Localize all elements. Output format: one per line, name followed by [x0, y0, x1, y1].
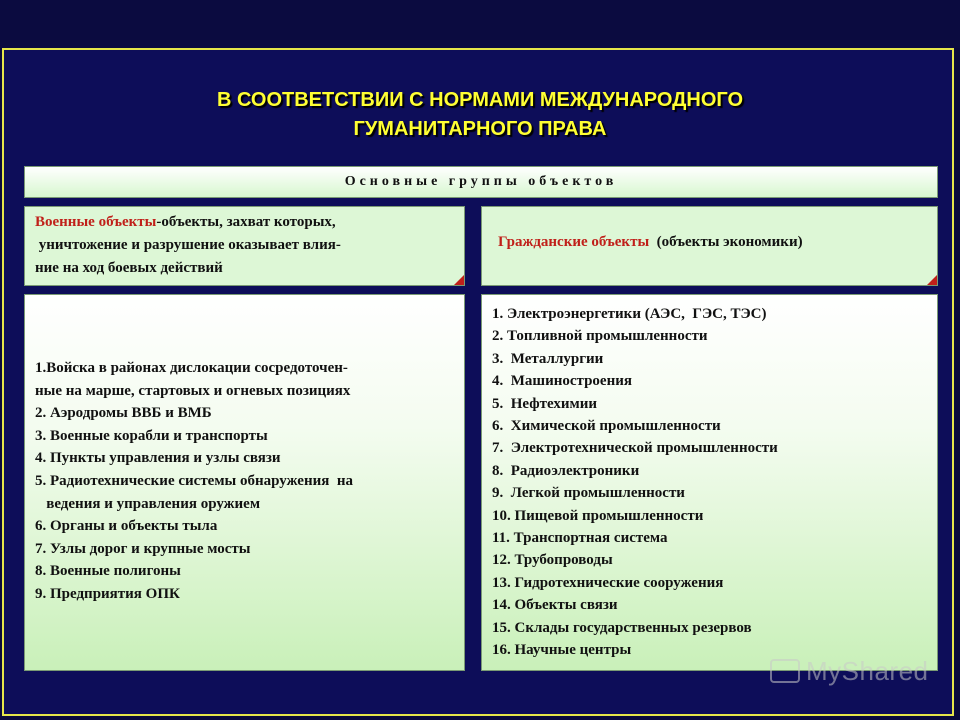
list-item: 9. Легкой промышленности — [492, 485, 685, 502]
title-line-2: ГУМАНИТАРНОГО ПРАВА — [353, 118, 607, 140]
list-item: 4. Пункты управления и узлы связи — [35, 450, 281, 467]
list-item: 1. Электроэнергетики (АЭС, ГЭС, ТЭС) — [492, 306, 767, 322]
military-term: Военные объекты — [35, 214, 157, 230]
page-fold-icon — [927, 275, 937, 285]
list-item: 5. Радиотехнические системы обнаружения на — [35, 472, 353, 489]
list-item: 6. Химической промышленности — [492, 418, 721, 435]
list-item: 3. Военные корабли и транспорты — [35, 427, 268, 444]
military-definition-box — [24, 206, 465, 286]
military-definition-3: ние на ход боевых действий — [35, 260, 223, 276]
list-item: 2. Аэродромы ВВБ и ВМБ — [35, 405, 212, 422]
watermark — [770, 656, 929, 687]
list-item: 7. Электротехнической промышленности — [492, 440, 778, 457]
list-item: 8. Радиоэлектроники — [492, 462, 640, 479]
watermark-text: MyShared — [806, 656, 929, 686]
list-item: 9. Предприятия ОПК — [35, 585, 180, 602]
civil-definition: (объекты экономики) — [649, 234, 803, 250]
list-item: ные на марше, стартовых и огневых позициях — [35, 382, 351, 399]
list-item: 5. Нефтехимии — [492, 395, 598, 412]
list-item: ведения и управления оружием — [35, 495, 261, 512]
military-definition-1: -объекты, захват которых, — [156, 214, 336, 230]
myshared-logo-icon — [770, 659, 800, 683]
list-item: 13. Гидротехнические сооружения — [492, 574, 724, 591]
list-item: 3. Металлургии — [492, 350, 604, 367]
list-item: 15. Склады государственных резервов — [492, 619, 752, 636]
list-item: 12. Трубопроводы — [492, 552, 613, 569]
civil-definition-box — [481, 206, 938, 286]
military-definition-2: уничтожение и разрушение оказывает влия- — [35, 237, 341, 253]
list-item: 14. Объекты связи — [492, 597, 618, 614]
military-objects-list — [24, 294, 465, 671]
list-item: 1.Войска в районах дислокации сосредоточен- — [35, 360, 348, 376]
list-item: 16. Научные центры — [492, 642, 632, 659]
list-item: 6. Органы и объекты тыла — [35, 518, 218, 535]
page-fold-icon — [454, 275, 464, 285]
list-item: 2. Топливной промышленности — [492, 328, 708, 345]
top-band — [0, 0, 960, 48]
title-line-1: В СООТВЕТСТВИИ С НОРМАМИ МЕЖДУНАРОДНОГО — [216, 89, 744, 111]
groups-header: Основные группы объектов — [24, 166, 938, 198]
slide-title — [0, 86, 960, 144]
civil-objects-list — [481, 294, 938, 671]
list-item: 8. Военные полигоны — [35, 563, 181, 580]
list-item: 4. Машиностроения — [492, 373, 632, 390]
list-item: 11. Транспортная система — [492, 530, 668, 547]
civil-term: Гражданские объекты — [498, 234, 650, 250]
list-item: 10. Пищевой промышленности — [492, 507, 704, 524]
list-item: 7. Узлы дорог и крупные мосты — [35, 540, 251, 557]
